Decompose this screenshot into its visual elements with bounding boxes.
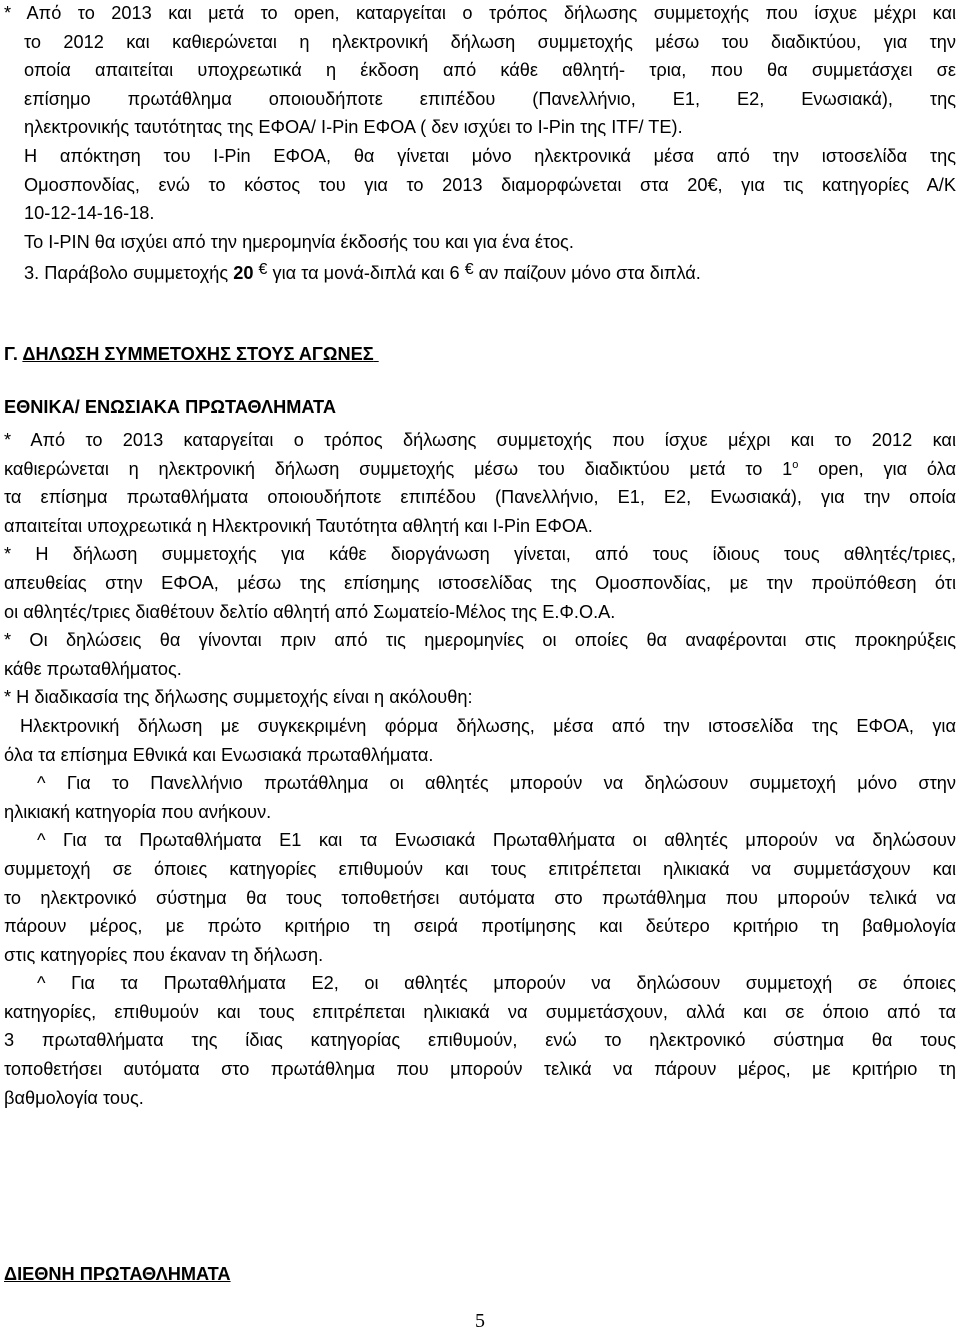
- paragraph-line: απευθείας στην ΕΦΟΑ, μέσω της επίσημης ιστοσελίδας της Ομοσπονδίας, με την προϋπόθεση ότι: [4, 572, 956, 593]
- subheading-international: [4, 1260, 956, 1289]
- paragraph-line: το ηλεκτρονικό σύστημα θα τους τοποθετήσει αυτόματα στο πρωτάθλημα που μπορούν τελικά να: [4, 887, 956, 908]
- paragraph-line: ^ Για τα Πρωταθλήματα Ε2, οι αθλητές μπορούν να δηλώσουν συμμετοχή σε όποιες: [37, 973, 956, 994]
- paragraph-line: τοποθετήσει αυτόματα στο πρωτάθλημα που μπορούν τελικά να πάρουν μέρος, με κριτήριο τη: [4, 1059, 956, 1080]
- fee-label: 3. Παράβολο συμμετοχής: [24, 263, 234, 284]
- paragraph-line: ηλεκτρονικής ταυτότητας της ΕΦΟΑ/ I-Pin ΕΦΟΑ ( δεν ισχύει το I-Pin της ITF/ TE).: [24, 117, 683, 138]
- paragraph-line: απαιτείται υποχρεωτικά η Ηλεκτρονική Ταυτότητα αθλητή και I-Pin ΕΦΟΑ.: [4, 515, 593, 536]
- paragraph-line: Ομοσπονδίας, ενώ το κόστος του για το 2013 διαμορφώνεται στα 20€, για τις κατηγορίες Α/Κ: [24, 174, 956, 195]
- entry-fee-line: [4, 256, 956, 285]
- paragraph-line: ^ Για το Πανελλήνιο πρωτάθλημα οι αθλητές μπορούν να δηλώσουν συμμετοχή μόνο στην: [37, 773, 956, 794]
- paragraph-line: όλα τα επίσημα Εθνικά και Ενωσιακά πρωταθλήματα.: [4, 744, 434, 765]
- paragraph-line: Το I-PIN θα ισχύει από την ημερομηνία έκδοσής του και για ένα έτος.: [24, 231, 574, 252]
- paragraph-line: οποία απαιτείται υποχρεωτικά η έκδοση από κάθε αθλητή- τρια, που θα συμμετάσχει σε: [24, 60, 956, 81]
- paragraph-line: κατηγορίες, επιθυμούν και τους επιτρέπεται ηλικιακά να συμμετάσχουν, αλλά και σε όποιο από τα: [4, 1001, 956, 1022]
- fee-amount: 20: [233, 263, 254, 284]
- paragraph-line: Ηλεκτρονική δήλωση με συγκεκριμένη φόρμα δήλωσης, μέσα από την ιστοσελίδα της ΕΦΟΑ, για: [20, 715, 956, 736]
- paragraph-line: ηλικιακή κατηγορία που ανήκουν.: [4, 801, 272, 822]
- fee-text: για τα μονά-διπλά και 6: [267, 263, 465, 284]
- heading-prefix: Γ.: [4, 344, 23, 364]
- paragraph-line: στις κατηγορίες που έκαναν τη δήλωση.: [4, 944, 324, 965]
- paragraph-line: το 2012 και καθιερώνεται η ηλεκτρονική δήλωση συμμετοχής μέσω του διαδικτύου, για την: [24, 31, 956, 52]
- paragraph-line: * Η δήλωση συμμετοχής για κάθε διοργάνωση γίνεται, από τους ίδιους τους αθλητές/τριες,: [4, 544, 956, 565]
- paragraph-line: * Η διαδικασία της δήλωσης συμμετοχής είναι η ακόλουθη:: [4, 687, 473, 708]
- fee-text: αν παίζουν μόνο στα διπλά.: [473, 263, 701, 284]
- national-section: [4, 426, 956, 1112]
- page-number: 5: [475, 1310, 485, 1332]
- paragraph-line: κάθε πρωταθλήματος.: [4, 658, 182, 679]
- paragraph-line: * Από το 2013 καταργείται ο τρόπος δήλωσης συμμετοχής που ίσχυε μέχρι και το 2012 και: [4, 430, 956, 450]
- section-heading-c: [4, 340, 956, 369]
- paragraph-line: πάρουν μέρος, με πρώτο κριτήριο τη σειρά προτίμησης και δεύτερο κριτήριο τη βαθμολογία: [4, 916, 956, 937]
- paragraph-line: βαθμολογία τους.: [4, 1087, 144, 1108]
- paragraph-line: 10-12-14-16-18.: [24, 203, 155, 224]
- paragraph-line: * Από το 2013 και μετά το open, καταργείται ο τρόπος δήλωσης συμμετοχής που ίσχυε μέχρι και: [4, 3, 956, 23]
- subheading-title: ΕΘΝΙΚΑ/ ΕΝΩΣΙΑΚΑ ΠΡΩΤΑΘΛΗΜΑΤΑ: [4, 397, 336, 417]
- paragraph-line: επίσημο πρωτάθλημα οποιουδήποτε επιπέδου (Πανελλήνιο, Ε1, Ε2, Ενωσιακά), της: [24, 88, 956, 109]
- paragraph-line: συμμετοχή σε όποιες κατηγορίες επιθυμούν και τους επιτρέπεται ηλικιακά να συμμετάσχουν και: [4, 858, 956, 879]
- paragraph-line: τα επίσημα πρωταθλήματα οποιουδήποτε επιπέδου (Πανελλήνιο, Ε1, Ε2, Ενωσιακά), για την οποία: [4, 487, 956, 508]
- paragraph-line: * Οι δηλώσεις θα γίνονται πριν από τις ημερομηνίες οι οποίες θα αναφέρονται στις προκηρύξεις: [4, 630, 956, 651]
- heading-title: ΔΗΛΩΣΗ ΣΥΜΜΕΤΟΧΗΣ ΣΤΟΥΣ ΑΓΩΝΕΣ: [22, 344, 374, 364]
- paragraph-line: Η απόκτηση του I-Pin ΕΦΟΑ, θα γίνεται μόνο ηλεκτρονικά μέσα από την ιστοσελίδα της: [24, 145, 956, 166]
- subheading-national: [4, 393, 956, 422]
- subheading-title: ΔΙΕΘΝΗ ΠΡΩΤΑΘΛΗΜΑΤΑ: [4, 1264, 231, 1284]
- euro-symbol: €: [464, 261, 474, 279]
- ipin-section: [4, 0, 956, 285]
- paragraph-line: 3 πρωταθλήματα της ίδιας κατηγορίας επιθυμούν, ενώ το ηλεκτρονικό σύστημα θα τους: [4, 1030, 956, 1051]
- paragraph-line: καθιερώνεται η ηλεκτρονική δήλωση συμμετοχής μέσω του διαδικτύου μετά το $1^o$ open, για όλα: [4, 458, 956, 479]
- paragraph-line: ^ Για τα Πρωταθλήματα Ε1 και τα Ενωσιακά Πρωταθλήματα οι αθλητές μπορούν να δηλώσουν: [37, 830, 956, 851]
- euro-symbol: €: [258, 261, 268, 279]
- paragraph-line: οι αθλητές/τριες διαθέτουν δελτίο αθλητή από Σωματείο-Μέλος της Ε.Φ.Ο.Α.: [4, 601, 616, 622]
